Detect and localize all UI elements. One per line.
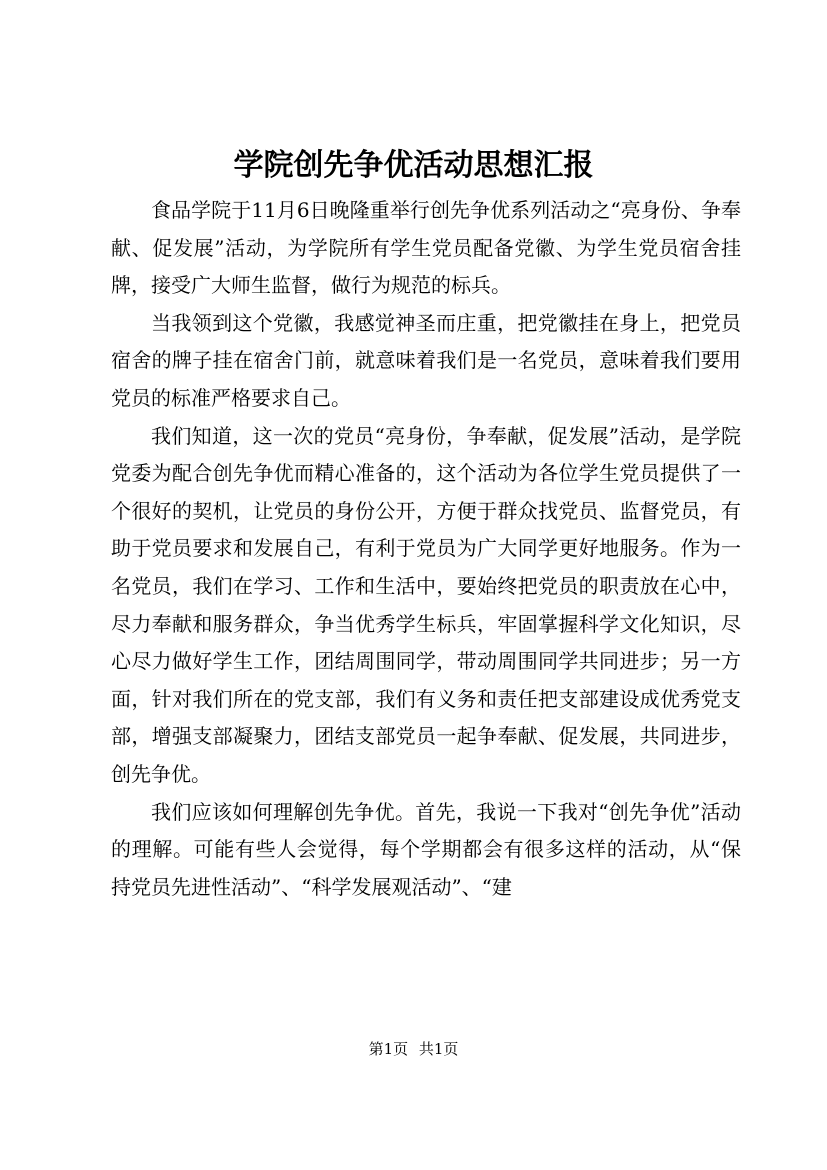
- paragraph: 当我领到这个党徽，我感觉神圣而庄重，把党徽挂在身上，把党员宿舍的牌子挂在宿舍门前，就意味着我们是一名党员，意味着我们要用党员的标准严格要求自己。: [111, 310, 741, 410]
- page-footer: [0, 1038, 827, 1060]
- paragraph: 食品学院于11月6日晚隆重举行创先争优系列活动之“亮身份、争奉献、促发展”活动，为学院所有学生党员配备党徽、为学生党员宿舍挂牌，接受广大师生监督，做行为规范的标兵。: [111, 198, 741, 298]
- page-number: 第1页: [368, 1040, 409, 1058]
- paragraph: 我们知道，这一次的党员“亮身份，争奉献，促发展”活动，是学院党委为配合创先争优而精心准备的，这个活动为各位学生党员提供了一个很好的契机，让党员的身份公开，方便于群众找党员、监督党员，有助于党员要求和发展自己，有利于党员为广大同学更好地服务。作为一名党员，我们在学习、工作和生活中，要始终把党员的职责放在心中，尽力奉献和服务群众，争当优秀学生标兵，牢固掌握科学文化知识，尽心尽力做好学生工作，团结周围同学，带动周围同学共同进步；另一方面，针对我们所在的党支部，我们有义务和责任把支部建设成优秀党支部，增强支部凝聚力，团结支部党员一起争奉献、促发展，共同进步，创先争优。: [111, 423, 741, 786]
- paragraph: 我们应该如何理解创先争优。首先，我说一下我对“创先争优”活动的理解。可能有些人会觉得，每个学期都会有很多这样的活动，从“保持党员先进性活动”、“科学发展观活动”、“建: [111, 799, 741, 899]
- document-title: 学院创先争优活动思想汇报: [233, 148, 594, 183]
- document-body: [111, 192, 741, 906]
- page-total: 共1页: [418, 1040, 459, 1058]
